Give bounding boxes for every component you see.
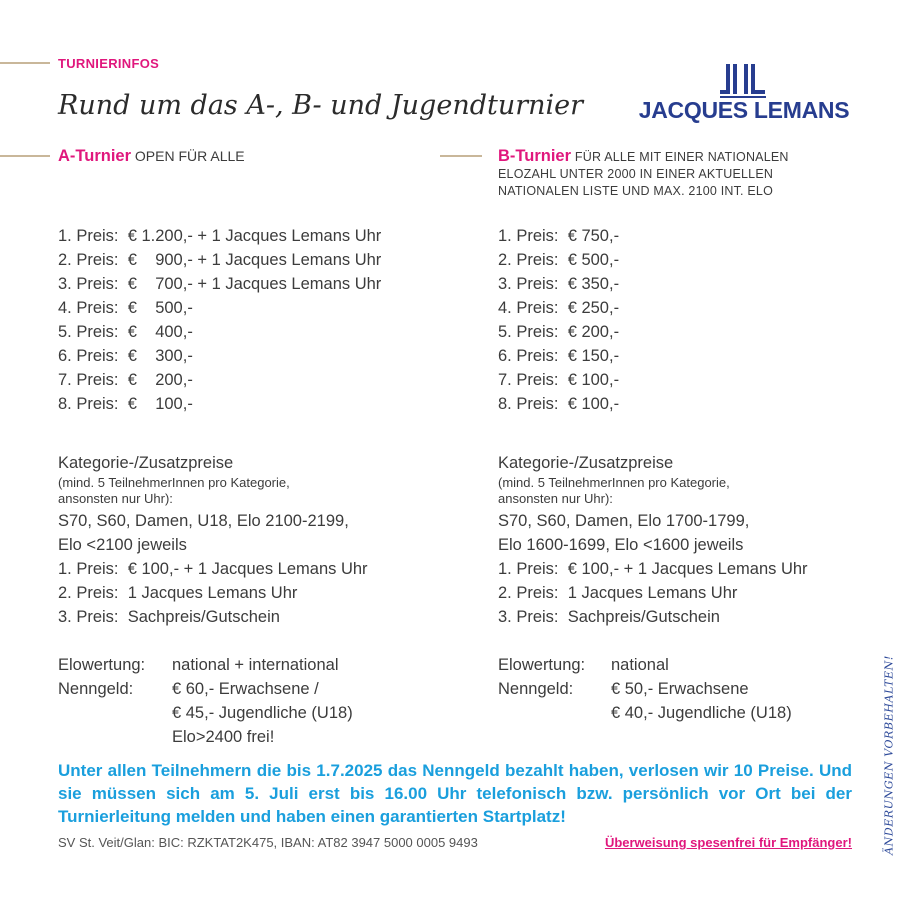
list-item: 2. Preis: € 500,- [498,251,620,269]
side-disclaimer-text: ÄNDERUNGEN VORBEHALTEN! [882,655,896,855]
a-category-prize: 3. Preis: Sachpreis/Gutschein [58,608,280,626]
b-fee-youth: € 40,- Jugendliche (U18) [611,704,792,722]
section-label: TURNIERINFOS [58,56,160,71]
b-fee-adult: € 50,- Erwachsene [611,680,749,698]
list-item: 5. Preis: € 200,- [498,323,620,341]
a-elo-label: Elowertung: [58,656,146,674]
a-categories-line: Elo <2100 jeweils [58,536,187,554]
a-turnier-header [58,148,438,224]
b-turnier-name: B-Turnier [498,147,572,165]
list-item: 3. Preis: € 350,- [498,275,620,293]
b-category-prize: 1. Preis: € 100,- + 1 Jacques Lemans Uhr [498,560,808,578]
b-category-prize: 2. Preis: 1 Jacques Lemans Uhr [498,584,738,602]
list-item: 2. Preis: € 900,- + 1 Jacques Lemans Uhr [58,251,382,269]
a-category-note-line: ansonsten nur Uhr): [58,491,173,506]
bank-details [58,834,852,852]
list-item: 1. Preis: € 750,- [498,227,620,245]
b-turnier-header [498,148,838,224]
header-rule [0,62,50,64]
a-category-title: Kategorie-/Zusatzpreise [58,454,234,472]
b-prize-list [498,224,838,419]
b-category-prize: 3. Preis: Sachpreis/Gutschein [498,608,720,626]
a-fee-label: Nenngeld: [58,680,134,698]
a-categories-line: S70, S60, Damen, U18, Elo 2100-2199, [58,512,349,530]
b-turnier-subtitle: ELOZAHL UNTER 2000 IN EINER AKTUELLEN [498,167,774,181]
list-item: 4. Preis: € 250,- [498,299,620,317]
b-turnier-rule [440,155,482,157]
a-turnier-name: A-Turnier [58,147,132,165]
list-item: 7. Preis: € 200,- [58,371,193,389]
b-category-note [498,475,838,509]
transfer-note-link[interactable]: Überweisung spesenfrei für Empfänger! [604,835,852,850]
a-fee-adult: € 60,- Erwachsene / [172,680,319,698]
b-category-note-line: ansonsten nur Uhr): [498,491,613,506]
a-elo-value: national + international [172,656,339,674]
a-category-prize: 1. Preis: € 100,- + 1 Jacques Lemans Uhr [58,560,368,578]
a-fee-youth: € 45,- Jugendliche (U18) [172,704,353,722]
a-turnier-rule [0,155,50,157]
list-item: 6. Preis: € 150,- [498,347,620,365]
list-item: 3. Preis: € 700,- + 1 Jacques Lemans Uhr [58,275,382,293]
bank-details-text: SV St. Veit/Glan: BIC: RZKTAT2K475, IBAN: AT82 3947 5000 0005 9493 [58,835,478,850]
a-turnier-column [58,148,438,749]
list-item: 7. Preis: € 100,- [498,371,620,389]
b-categories-line: S70, S60, Damen, Elo 1700-1799, [498,512,750,530]
sponsor-name: JACQUES LEMANS [638,97,850,123]
b-turnier-subtitle: NATIONALEN LISTE UND MAX. 2100 INT. ELO [498,184,774,198]
side-disclaimer [880,650,898,860]
list-item: 5. Preis: € 400,- [58,323,193,341]
b-elo-label: Elowertung: [498,656,586,674]
a-prize-list [58,224,438,419]
a-category-note [58,475,438,509]
b-fee-label: Nenngeld: [498,680,574,698]
b-turnier-column [498,148,838,725]
raffle-notice: Unter allen Teilnehmern die bis 1.7.2025 das Nenngeld bezahlt haben, verlosen wir 10 Preise. Und sie müssen sich am 5. Juli erst bis 16.00 Uhr telefonisch bzw. persönlich vor Ort bei der Turnierleitung melden und haben einen garantierten Startplatz! [58,761,852,826]
b-elo-value: national [611,656,669,674]
b-categories-line: Elo 1600-1699, Elo <1600 jeweils [498,536,744,554]
list-item: 1. Preis: € 1.200,- + 1 Jacques Lemans Uhr [58,227,382,245]
a-fee-elo-free: Elo>2400 frei! [172,728,275,746]
a-elo-block [58,653,438,749]
a-turnier-subtitle: OPEN FÜR ALLE [134,148,245,164]
list-item: 8. Preis: € 100,- [498,395,620,413]
list-item: 6. Preis: € 300,- [58,347,193,365]
a-category-note-line: (mind. 5 TeilnehmerInnen pro Kategorie, [58,475,290,490]
jl-monogram-icon [720,64,766,98]
list-item: 8. Preis: € 100,- [58,395,193,413]
jacques-lemans-logo [636,64,852,122]
b-elo-block [498,653,838,725]
b-category-title: Kategorie-/Zusatzpreise [498,454,674,472]
b-turnier-subtitle: FÜR ALLE MIT EINER NATIONALEN [574,150,789,164]
page-title: Rund um das A-, B- und Jugendturnier [58,90,584,121]
a-category-prize: 2. Preis: 1 Jacques Lemans Uhr [58,584,298,602]
b-category-note-line: (mind. 5 TeilnehmerInnen pro Kategorie, [498,475,730,490]
list-item: 4. Preis: € 500,- [58,299,193,317]
